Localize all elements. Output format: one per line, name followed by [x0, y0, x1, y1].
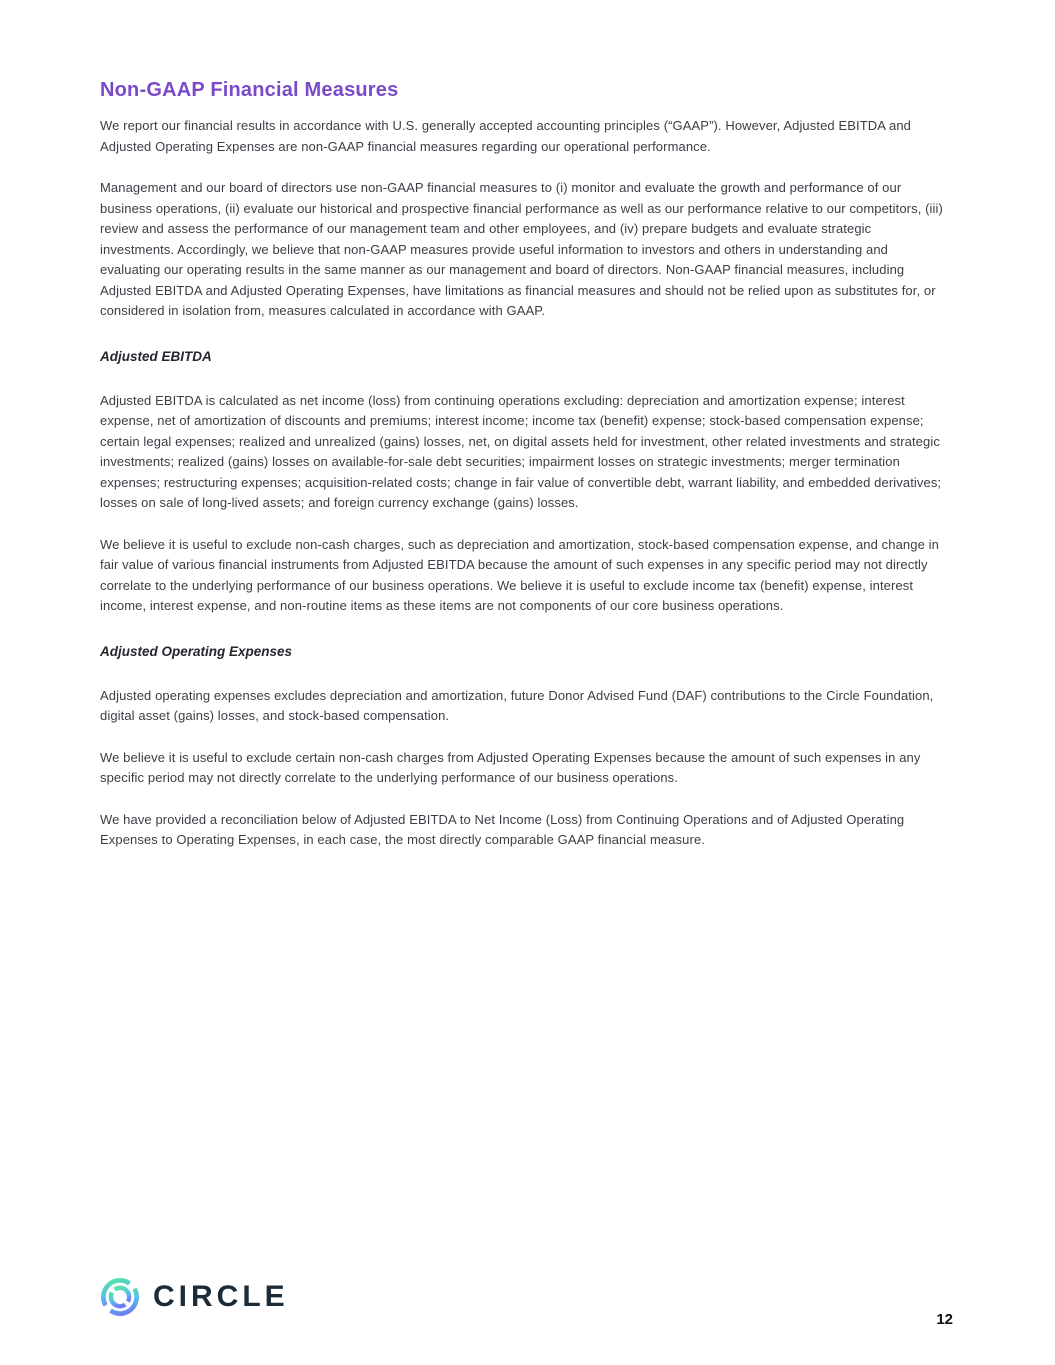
document-body — [100, 78, 948, 872]
reconciliation-note-paragraph: We have provided a reconciliation below of Adjusted EBITDA to Net Income (Loss) from Continuing Operations and of Adjusted Operating Expenses to Operating Expenses, in each case, the most directly comparable GAAP financial measure. — [100, 811, 905, 847]
circle-logo — [99, 1276, 289, 1318]
adjusted-operating-expenses-paragraph-1: Adjusted operating expenses excludes depreciation and amortization, future Donor Advised Fund (DAF) contributions to the Circle Foundation, digital asset (gains) losses, and stock-based compensation. — [100, 687, 934, 723]
section-heading-adjusted-ebitda: Adjusted EBITDA — [100, 348, 212, 364]
circle-logo-icon — [99, 1276, 141, 1318]
page-title: Non-GAAP Financial Measures — [100, 79, 399, 101]
intro-paragraph-1: We report our financial results in accordance with U.S. generally accepted accounting principles (“GAAP”). However, Adjusted EBITDA and Adjusted Operating Expenses are non-GAAP financial measures regarding our operational performance. — [100, 118, 911, 154]
intro-paragraph-2: Management and our board of directors use non-GAAP financial measures to (i) monitor and evaluate the growth and performance of our business operations, (ii) evaluate our historical and prospective financial performance as well as our performance relative to our competitors, (iii) review and assess the performance of our management team and other employees, and (iv) prepare budgets and evaluate strategic investments. Accordingly, we believe that non-GAAP measures provide useful information to investors and others in understanding and evaluating our operating results in the same manner as our management and board of directors. Non-GAAP financial measures, including Adjusted EBITDA and Adjusted Operating Expenses, have limitations as financial measures and should not be relied upon as substitutes for, or considered in isolation from, measures calculated in accordance with GAAP. — [100, 180, 943, 318]
adjusted-operating-expenses-paragraph-2: We believe it is useful to exclude certain non-cash charges from Adjusted Operating Expenses because the amount of such expenses in any specific period may not directly correlate to the underlying performance of our business operations. — [100, 749, 921, 785]
circle-logo-wordmark: CIRCLE — [153, 1280, 289, 1313]
page-number: 12 — [936, 1311, 953, 1328]
adjusted-ebitda-paragraph-1: Adjusted EBITDA is calculated as net income (loss) from continuing operations excluding: depreciation and amortization expense; interest expense, net of amortization of discounts and premiums; interest income; income tax (benefit) expense; stock-based compensation expense; certain legal expenses; realized and unrealized (gains) losses, net, on digital assets held for investment, other related investments and strategic investments; realized (gains) losses on available-for-sale debt securities; impairment losses on strategic investments; merger termination expenses; restructuring expenses; acquisition-related costs; change in fair value of convertible debt, warrant liability, and embedded derivatives; losses on sale of long-lived assets; and foreign currency exchange (gains) losses. — [100, 392, 942, 510]
adjusted-ebitda-paragraph-2: We believe it is useful to exclude non-cash charges, such as depreciation and amortization, stock-based compensation expense, and change in fair value of various financial instruments from Adjusted EBITDA because the amount of such expenses in any specific period may not directly correlate to the underlying performance of our business operations. We believe it is useful to exclude income tax (benefit) expense, interest income, interest expense, and non-routine items as these items are not components of our core business operations. — [100, 536, 939, 613]
section-heading-adjusted-operating-expenses: Adjusted Operating Expenses — [100, 643, 293, 659]
